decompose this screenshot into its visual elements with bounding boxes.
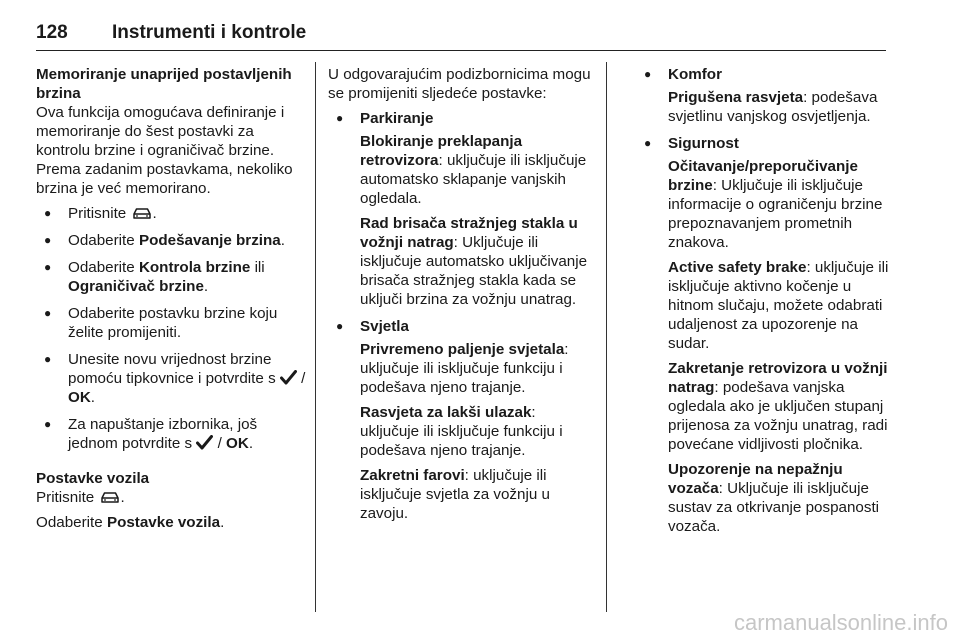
column-2 bbox=[328, 65, 596, 531]
page-number: 128 bbox=[36, 22, 68, 43]
list-item: ● Odaberite Podešavanje brzina. bbox=[36, 231, 306, 250]
column-1 bbox=[36, 65, 306, 532]
list-item: ● Unesite novu vrijednost brzine pomoću tipkovnice i potvrdite s / OK. bbox=[36, 350, 306, 407]
list-item-safety: ● Sigurnost Očitavanje/preporučivanje brzine: Uključuje ili isključuje informacije o ograničenju brzine prepoznavanjem prometnih znakova. Active safety brake: uključuje ili isključuje aktivno kočenje u hitnom slučaju, možete odabrati udaljenost za upozorenje na sudar. Zakretanje retrovizora u vožnji natrag: podešava vanjska ogledala ako je uključen stupanj prijenosa za vožnju unatrag, radi povećane vidljivosti pločnika. Upozorenje na nepažnju vozača: Uključuje ili isključuje sustav za otkrivanje pospanosti vozača. bbox=[636, 134, 892, 536]
checkmark-icon bbox=[196, 435, 213, 450]
list-item-parking: ● Parkiranje Blokiranje preklapanja retrovizora: uključuje ili isključuje automatsko sklapanje vanjskih ogledala. Rad brisača stražnjeg stakla u vožnji natrag: Uključuje ili isključuje automatsko uključivanje brisača stražnjeg stakla kada se uključi brzina za vožnju unatrag. bbox=[328, 109, 596, 309]
section-heading-vehicle-settings: Postavke vozila bbox=[36, 470, 150, 487]
paragraph-press: Pritisnite . bbox=[36, 489, 125, 506]
list-item: ● Za napuštanje izbornika, još jednom potvrdite s / OK. bbox=[36, 415, 306, 453]
list-item: ● Odaberite postavku brzine koju želite promijeniti. bbox=[36, 304, 306, 342]
list-item: ● Pritisnite . bbox=[36, 204, 306, 223]
intro-paragraph: Ova funkcija omogućava definiranje i memoriranje do šest postavki za kontrolu brzine i ograničivač brzine. bbox=[36, 104, 285, 159]
column-divider bbox=[606, 62, 607, 612]
checkmark-icon bbox=[280, 370, 297, 385]
car-icon bbox=[132, 207, 152, 220]
list-item-lights: ● Svjetla Privremeno paljenje svjetala: uključuje ili isključuje funkciju i podešava njeno trajanje. Rasvjeta za lakši ulazak: uključuje ili isključuje funkciju i podešava njeno trajanje. Zakretni farovi: uključuje ili isključuje svjetla za vožnju u zavoju. bbox=[328, 317, 596, 523]
car-icon bbox=[100, 491, 120, 504]
watermark: carmanualsonline.info bbox=[733, 610, 948, 635]
settings-list bbox=[328, 109, 596, 523]
column-divider bbox=[315, 62, 316, 612]
list-item: ● Odaberite Kontrola brzine ili Ograničivač brzine. bbox=[36, 258, 306, 296]
list-item-comfort: ● Komfor Prigušena rasvjeta: podešava svjetlinu vanjskog osvjetljenja. bbox=[636, 65, 892, 126]
intro-paragraph-2: Prema zadanim postavkama, nekoliko brzina je već memorirano. bbox=[36, 161, 293, 197]
steps-list bbox=[36, 204, 306, 453]
intro-paragraph: U odgovarajućim podizbornicima mogu se promijeniti sljedeće postavke: bbox=[328, 66, 591, 102]
settings-list bbox=[636, 65, 892, 536]
paragraph-select: Odaberite Postavke vozila. bbox=[36, 514, 225, 531]
chapter-title: Instrumenti i kontrole bbox=[112, 22, 307, 43]
column-3 bbox=[636, 65, 892, 544]
page-header bbox=[36, 22, 886, 51]
section-heading-preset-speeds: Memoriranje unaprijed postavljenih brzina bbox=[36, 66, 292, 102]
